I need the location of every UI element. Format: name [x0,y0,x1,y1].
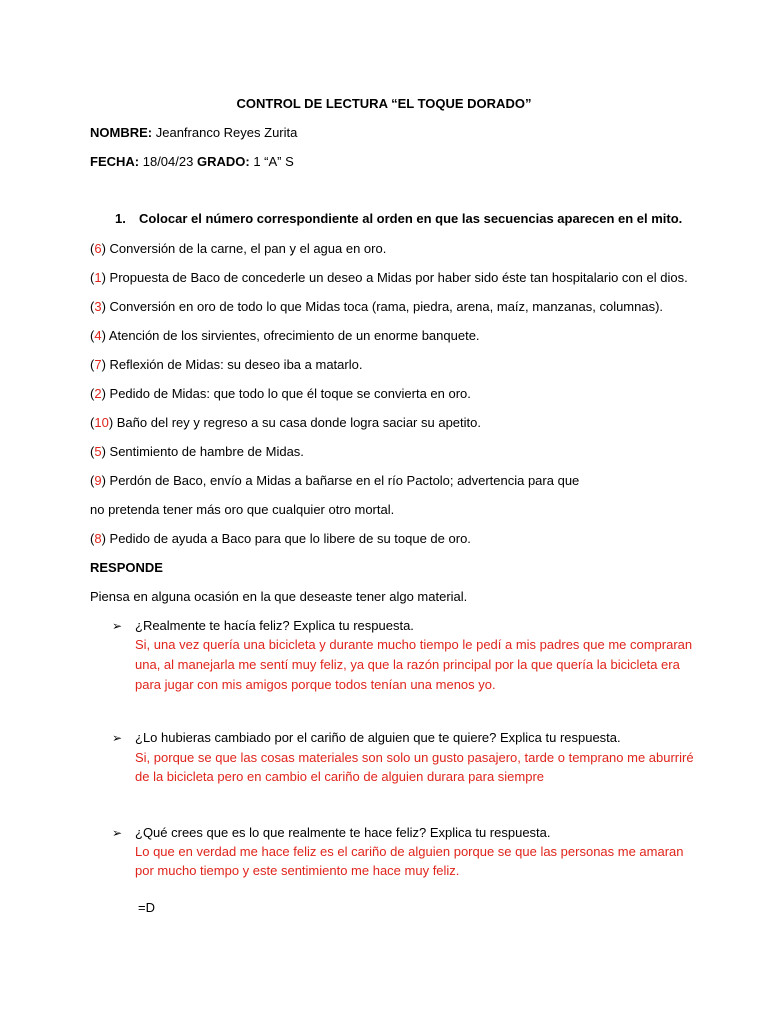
answer-line: una, al manejarla me sentí muy feliz, ya que la razón principal por la que quería la bicicleta era [135,657,680,672]
answer-line: Si, porque se que las cosas materiales son solo un gusto pasajero, tarde o temprano me aburriré [135,750,694,765]
arrow-bullet-icon: ➢ [112,826,123,840]
nombre-value: Jeanfranco Reyes Zurita [155,125,298,140]
sequence-item: (3) Conversión en oro de todo lo que Midas toca (rama, piedra, arena, maíz, manzanas, columnas). [90,299,664,314]
fecha-value: 18/04/23 [142,154,194,169]
answer-line: de la bicicleta pero en cambio el cariño de alguien durara para siempre [135,769,545,784]
question-item [112,730,621,746]
sequence-text: Reflexión de Midas: su deseo iba a matarlo. [109,357,363,372]
sequence-number: 1 [94,270,102,285]
question-text: ¿Qué crees que es lo que realmente te hace feliz? Explica tu respuesta. [135,825,551,840]
instruction-text: Colocar el número correspondiente al orden en que las secuencias aparecen en el mito. [139,211,683,226]
sequence-text: Pedido de ayuda a Baco para que lo libere de su toque de oro. [109,531,471,546]
sequence-text: Sentimiento de hambre de Midas. [109,444,304,459]
sequence-number: 10 [94,415,109,430]
sequence-text: Perdón de Baco, envío a Midas a bañarse en el río Pactolo; advertencia para que [109,473,580,488]
fecha-label: FECHA: [90,154,140,169]
answer-line: para jugar con mis amigos porque todos tenían una menos yo. [135,677,496,692]
sequence-number: 6 [94,241,102,256]
grado-label: GRADO: [196,154,250,169]
question-text: ¿Lo hubieras cambiado por el cariño de alguien que te quiere? Explica tu respuesta. [135,730,621,745]
sequence-item: (4) Atención de los sirvientes, ofrecimiento de un enorme banquete. [90,328,480,343]
sequence-number: 3 [94,299,102,314]
grado-value: 1 “A” S [253,154,294,169]
question-item [112,825,551,841]
arrow-bullet-icon: ➢ [112,619,123,633]
sequence-number: 5 [94,444,102,459]
nombre-line [90,125,297,141]
answer-line: Si, una vez quería una bicicleta y durante mucho tiempo le pedí a mis padres que me compraran [135,637,693,652]
sequence-text: Atención de los sirvientes, ofrecimiento de un enorme banquete. [108,328,480,343]
sequence-item: (10) Baño del rey y regreso a su casa donde logra saciar su apetito. [90,415,481,430]
question-text: ¿Realmente te hacía feliz? Explica tu respuesta. [135,618,414,633]
prompt-text: Piensa en alguna ocasión en la que deseaste tener algo material. [90,589,468,604]
sequence-number: 2 [94,386,102,401]
responde-heading: RESPONDE [90,560,163,575]
sequence-text: Baño del rey y regreso a su casa donde logra saciar su apetito. [116,415,481,430]
answer-line: Lo que en verdad me hace feliz es el cariño de alguien porque se que las personas me amaran [135,844,684,859]
fecha-grado-line [90,154,294,170]
document-title: CONTROL DE LECTURA “EL TOQUE DORADO” [236,96,532,111]
sequence-item: (9) Perdón de Baco, envío a Midas a bañarse en el río Pactolo; advertencia para que [90,473,580,488]
sequence-number: 4 [94,328,102,343]
answer-line: por mucho tiempo y este sentimiento me hace muy feliz. [135,863,460,878]
closing-emoticon: =D [138,900,155,915]
nombre-label: NOMBRE: [90,125,153,140]
sequence-item: (6) Conversión de la carne, el pan y el agua en oro. [90,241,387,256]
question-item [112,618,414,634]
sequence-text: Conversión en oro de todo lo que Midas toca (rama, piedra, arena, maíz, manzanas, columnas). [109,299,664,314]
arrow-bullet-icon: ➢ [112,731,123,745]
instruction-number: 1. [115,211,126,226]
sequence-item: (5) Sentimiento de hambre de Midas. [90,444,304,459]
sequence-number: 7 [94,357,102,372]
sequence-text: Pedido de Midas: que todo lo que él toque se convierta en oro. [109,386,471,401]
sequence-text: Conversión de la carne, el pan y el agua en oro. [109,241,387,256]
sequence-item: (1) Propuesta de Baco de concederle un deseo a Midas por haber sido éste tan hospitalario con el dios. [90,270,688,285]
sequence-number: 8 [94,531,102,546]
sequence-text: Propuesta de Baco de concederle un deseo a Midas por haber sido éste tan hospitalario con el dios. [109,270,688,285]
sequence-item: (2) Pedido de Midas: que todo lo que él toque se convierta en oro. [90,386,471,401]
instruction [115,211,682,227]
sequence-continuation: no pretenda tener más oro que cualquier otro mortal. [90,502,395,517]
sequence-number: 9 [94,473,102,488]
sequence-item: (8) Pedido de ayuda a Baco para que lo libere de su toque de oro. [90,531,471,546]
sequence-item: (7) Reflexión de Midas: su deseo iba a matarlo. [90,357,363,372]
